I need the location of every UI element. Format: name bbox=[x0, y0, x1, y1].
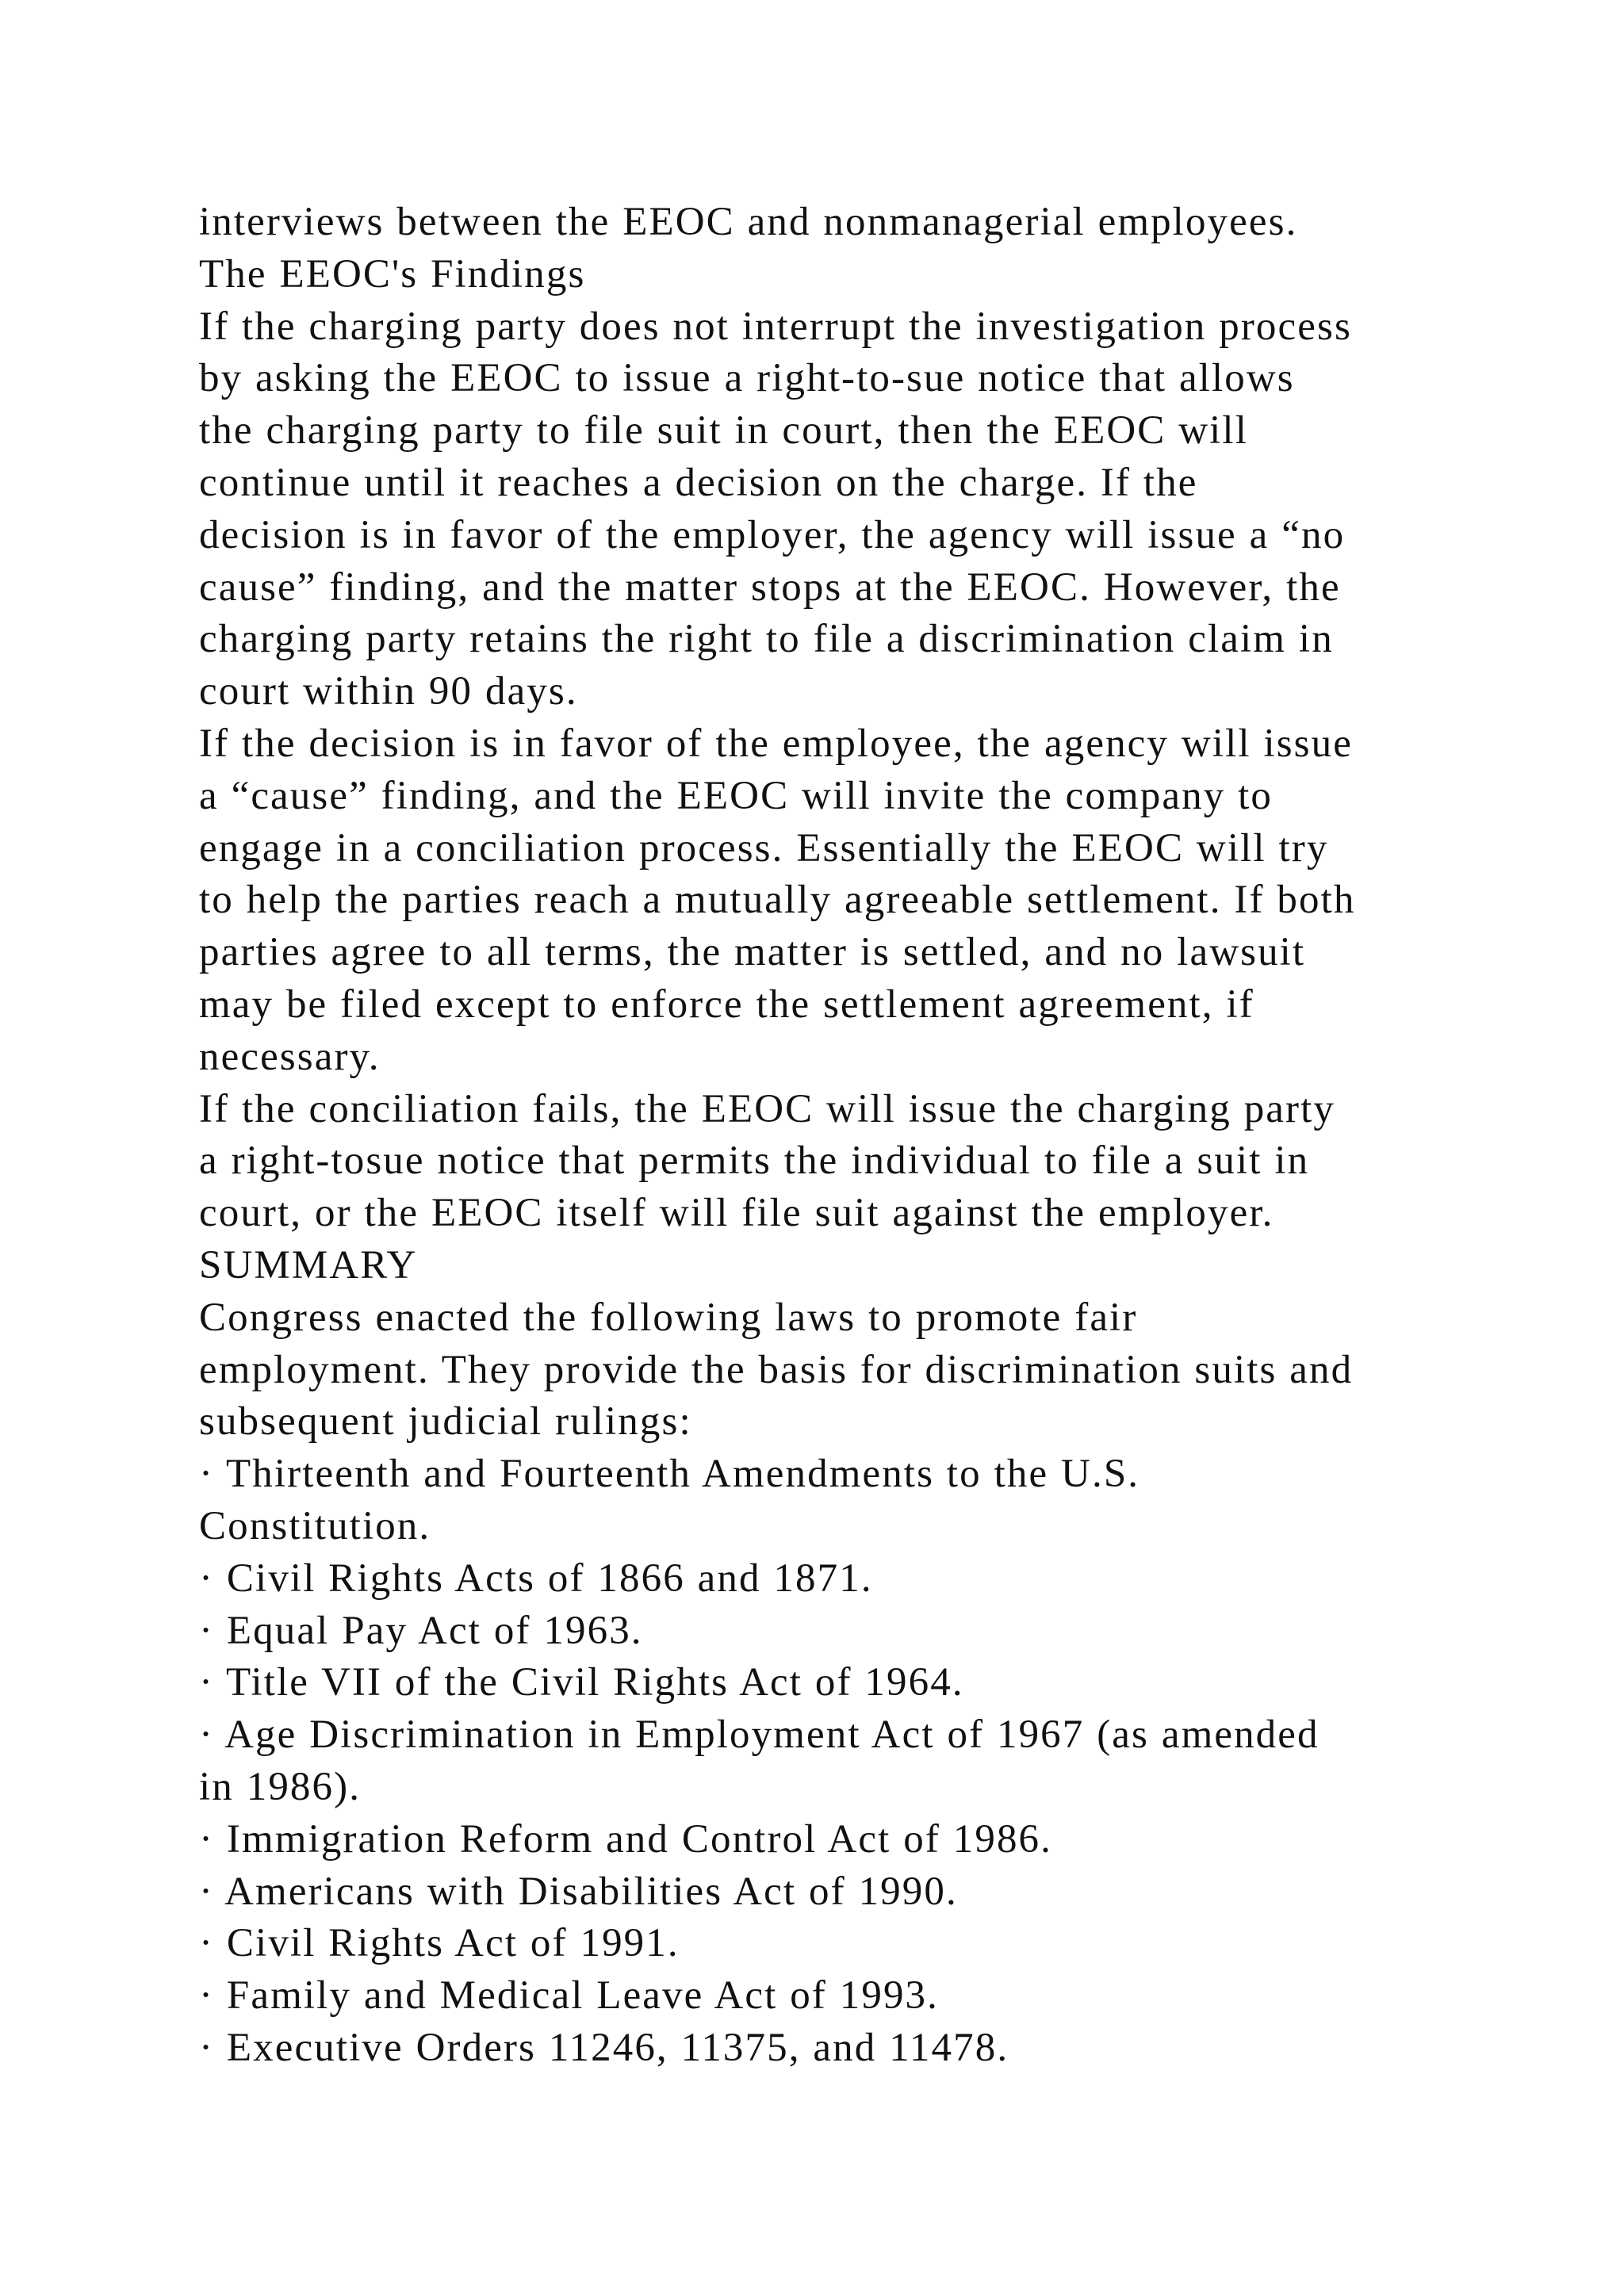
text-line: Congress enacted the following laws to promote fair bbox=[199, 1295, 1138, 1340]
text-line: parties agree to all terms, the matter is settled, and no lawsuit bbox=[199, 930, 1306, 975]
list-item: · Executive Orders 11246, 11375, and 11478. bbox=[199, 2025, 1009, 2070]
text-line: court within 90 days. bbox=[199, 669, 578, 714]
list-item: · Family and Medical Leave Act of 1993. bbox=[199, 1973, 939, 2019]
list-item: · Title VII of the Civil Rights Act of 1964. bbox=[199, 1660, 964, 1705]
list-item-continuation: Constitution. bbox=[199, 1503, 431, 1548]
text-line: If the decision is in favor of the employee, the agency will issue bbox=[199, 721, 1353, 766]
text-line: court, or the EEOC itself will file suit against the employer. bbox=[199, 1191, 1274, 1236]
text-line: may be filed except to enforce the settlement agreement, if bbox=[199, 982, 1254, 1027]
text-line: continue until it reaches a decision on the charge. If the bbox=[199, 460, 1198, 505]
text-line: If the charging party does not interrupt the investigation process bbox=[199, 304, 1352, 349]
section-heading: The EEOC's Findings bbox=[199, 251, 586, 297]
list-item: · Age Discrimination in Employment Act of 1967 (as amended bbox=[199, 1712, 1320, 1758]
section-heading: SUMMARY bbox=[199, 1242, 418, 1288]
list-item: · Equal Pay Act of 1963. bbox=[199, 1608, 643, 1653]
text-line: interviews between the EEOC and nonmanagerial employees. bbox=[199, 200, 1298, 244]
document-body bbox=[199, 197, 1500, 2075]
list-item: · Civil Rights Acts of 1866 and 1871. bbox=[199, 1556, 873, 1601]
text-line: a right-tosue notice that permits the individual to file a suit in bbox=[199, 1138, 1310, 1184]
text-line: decision is in favor of the employer, the agency will issue a “no bbox=[199, 512, 1346, 557]
list-item: · Immigration Reform and Control Act of 1986. bbox=[199, 1816, 1053, 1862]
text-line: a “cause” finding, and the EEOC will invite the company to bbox=[199, 773, 1274, 818]
text-line: engage in a conciliation process. Essentially the EEOC will try bbox=[199, 825, 1329, 871]
text-line: by asking the EEOC to issue a right-to-sue notice that allows bbox=[199, 356, 1295, 401]
text-line: cause” finding, and the matter stops at the EEOC. However, the bbox=[199, 564, 1341, 610]
text-line: necessary. bbox=[199, 1034, 381, 1079]
text-line: employment. They provide the basis for discrimination suits and bbox=[199, 1347, 1354, 1392]
text-line: charging party retains the right to file a discrimination claim in bbox=[199, 617, 1334, 662]
list-item-continuation: in 1986). bbox=[199, 1764, 362, 1809]
text-line: to help the parties reach a mutually agreeable settlement. If both bbox=[199, 878, 1356, 923]
list-item: · Civil Rights Act of 1991. bbox=[199, 1921, 680, 1966]
list-item: · Thirteenth and Fourteenth Amendments to the U.S. bbox=[199, 1452, 1140, 1497]
text-line: If the conciliation fails, the EEOC will issue the charging party bbox=[199, 1086, 1335, 1131]
list-item: · Americans with Disabilities Act of 1990. bbox=[199, 1869, 958, 1914]
text-line: subsequent judicial rulings: bbox=[199, 1399, 692, 1445]
text-line: the charging party to file suit in court, then the EEOC will bbox=[199, 408, 1248, 453]
